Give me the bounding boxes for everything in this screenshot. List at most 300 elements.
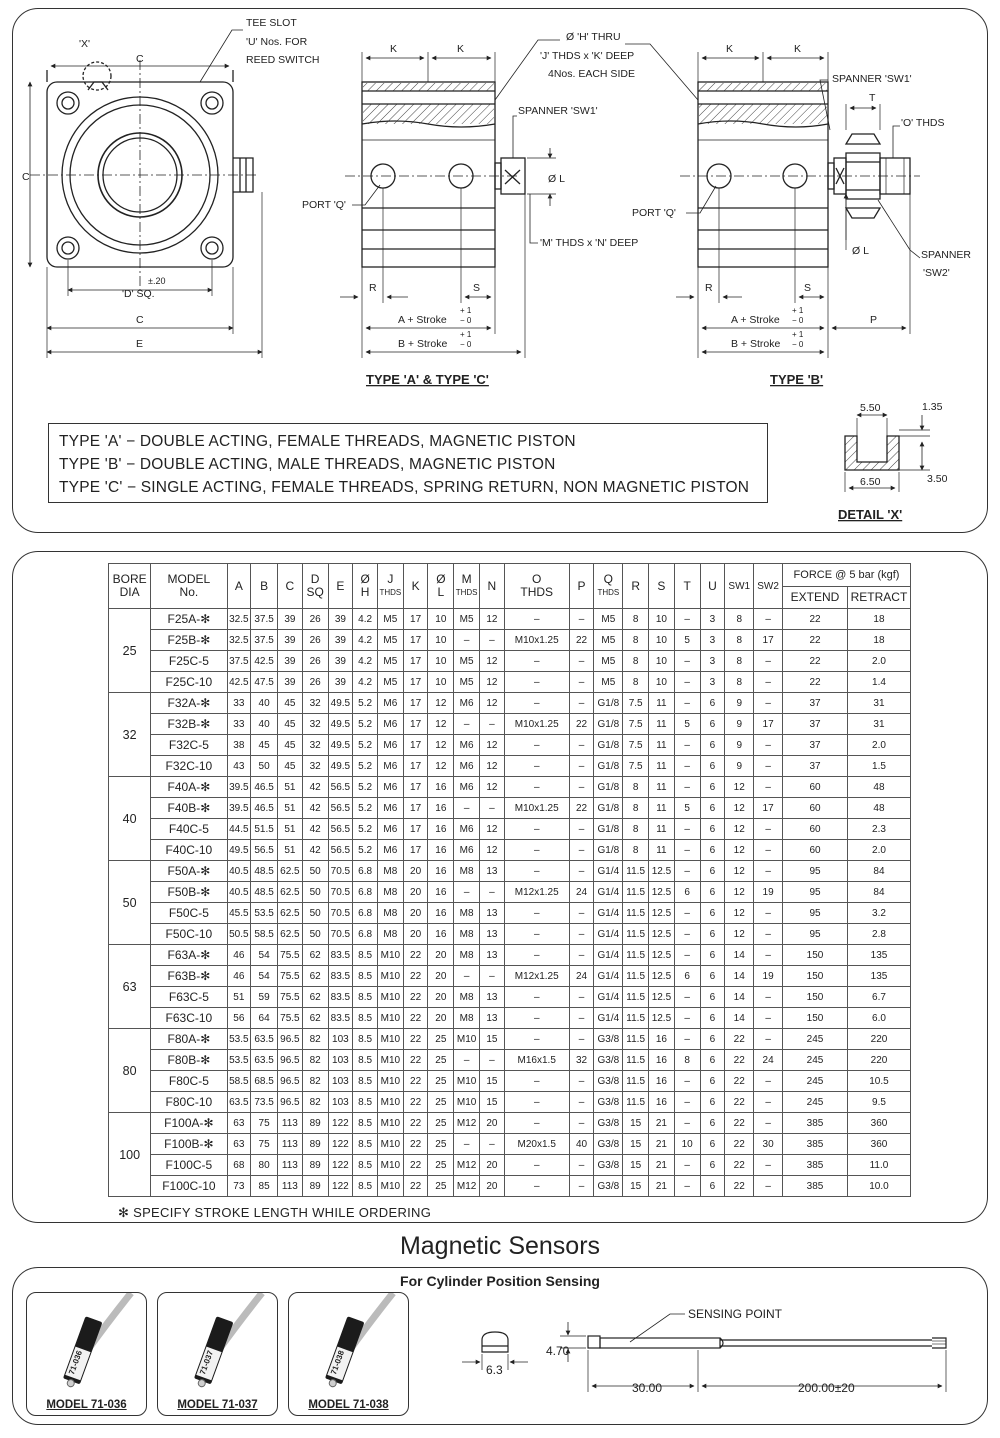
value-cell: 360 (847, 1113, 910, 1134)
value-cell: – (454, 1050, 480, 1071)
value-cell: 5.2 (353, 714, 378, 735)
value-cell: 42 (302, 777, 328, 798)
value-cell: 6 (674, 966, 700, 987)
value-cell: 17 (403, 672, 428, 693)
value-cell: 22 (783, 609, 848, 630)
header-r: R (623, 564, 649, 609)
value-cell: 21 (649, 1113, 675, 1134)
value-cell: 150 (783, 966, 848, 987)
value-cell: 20 (428, 987, 454, 1008)
b-tol-plus-b: + 1 (792, 330, 804, 339)
value-cell: – (754, 861, 783, 882)
value-cell: G1/4 (594, 882, 623, 903)
value-cell: – (454, 966, 480, 987)
value-cell: 37.5 (251, 609, 278, 630)
bore-cell: 80 (109, 1029, 151, 1113)
value-cell: 8 (623, 630, 649, 651)
value-cell: 8 (623, 840, 649, 861)
value-cell: M6 (377, 756, 403, 777)
value-cell: 103 (328, 1050, 353, 1071)
value-cell: 6 (700, 1071, 725, 1092)
value-cell: 82 (302, 1050, 328, 1071)
value-cell: 42 (302, 798, 328, 819)
value-cell: M5 (594, 672, 623, 693)
value-cell: 63.5 (227, 1092, 251, 1113)
value-cell: 49.5 (227, 840, 251, 861)
value-cell: M12 (454, 1176, 480, 1197)
value-cell: M6 (454, 756, 480, 777)
value-cell: 39 (278, 609, 303, 630)
value-cell: 40 (251, 714, 278, 735)
value-cell: 60 (783, 840, 848, 861)
value-cell: 5.2 (353, 756, 378, 777)
value-cell: – (674, 861, 700, 882)
value-cell: 11.5 (623, 1050, 649, 1071)
value-cell: – (754, 1176, 783, 1197)
value-cell: 39 (328, 651, 353, 672)
value-cell: 53.5 (251, 903, 278, 924)
table-row (109, 903, 911, 924)
value-cell: 25 (428, 1155, 454, 1176)
value-cell: – (674, 924, 700, 945)
value-cell: 22 (403, 1113, 428, 1134)
value-cell: 8 (623, 798, 649, 819)
dim-c-top: C (136, 53, 144, 65)
value-cell: 6 (700, 840, 725, 861)
value-cell: 32.5 (227, 630, 251, 651)
value-cell: 11 (649, 798, 675, 819)
value-cell: 7.5 (623, 714, 649, 735)
value-cell: – (569, 924, 594, 945)
value-cell: 62 (302, 1008, 328, 1029)
value-cell: M6 (377, 693, 403, 714)
value-cell: 19 (754, 966, 783, 987)
value-cell: 13 (480, 945, 505, 966)
dim-r-ac: R (369, 282, 377, 294)
value-cell: 9 (725, 756, 754, 777)
value-cell: 6 (700, 1008, 725, 1029)
value-cell: 39.5 (227, 777, 251, 798)
value-cell: 49.5 (328, 735, 353, 756)
value-cell: 96.5 (278, 1029, 303, 1050)
header-j: J THDS (377, 564, 403, 609)
value-cell: M5 (594, 609, 623, 630)
bore-cell: 25 (109, 609, 151, 693)
value-cell: – (504, 735, 569, 756)
value-cell: 8 (725, 609, 754, 630)
value-cell: 6 (700, 777, 725, 798)
value-cell: 6 (700, 903, 725, 924)
value-cell: – (674, 672, 700, 693)
value-cell: 39 (278, 672, 303, 693)
value-cell: M6 (454, 735, 480, 756)
value-cell: 89 (302, 1176, 328, 1197)
sensor-card-71-036[interactable] (26, 1292, 147, 1416)
value-cell: 11.5 (623, 903, 649, 924)
value-cell: – (674, 903, 700, 924)
value-cell: 17 (403, 777, 428, 798)
sensor-code-71-036: 71-036 (67, 1349, 85, 1376)
header-sw2: SW2 (754, 564, 783, 609)
value-cell: 5.2 (353, 777, 378, 798)
value-cell: – (504, 777, 569, 798)
value-cell: 15 (480, 1029, 505, 1050)
value-cell: 20 (480, 1155, 505, 1176)
value-cell: – (569, 861, 594, 882)
value-cell: M10 (377, 1176, 403, 1197)
value-cell: 89 (302, 1134, 328, 1155)
value-cell: – (504, 1071, 569, 1092)
value-cell: 22 (725, 1176, 754, 1197)
sensor-photo-71-038 (289, 1293, 409, 1393)
value-cell: 2.0 (847, 735, 910, 756)
table-row (109, 693, 911, 714)
value-cell: 10 (428, 672, 454, 693)
dim-k-1: K (390, 43, 398, 55)
table-row (109, 672, 911, 693)
value-cell: – (454, 1134, 480, 1155)
value-cell: 8.5 (353, 1008, 378, 1029)
value-cell: 82 (302, 1092, 328, 1113)
value-cell: 17 (403, 630, 428, 651)
value-cell: 10 (649, 609, 675, 630)
model-cell: F25A-✻ (151, 609, 227, 630)
value-cell: 8 (623, 672, 649, 693)
value-cell: 12.5 (649, 903, 675, 924)
value-cell: 16 (428, 861, 454, 882)
table-row (109, 924, 911, 945)
value-cell: 6 (700, 861, 725, 882)
value-cell: M8 (377, 861, 403, 882)
value-cell: 59 (251, 987, 278, 1008)
value-cell: 80 (251, 1155, 278, 1176)
value-cell: 12 (725, 882, 754, 903)
value-cell: M6 (377, 819, 403, 840)
value-cell: 14 (725, 966, 754, 987)
value-cell: 5.2 (353, 798, 378, 819)
value-cell: 21 (649, 1134, 675, 1155)
value-cell: 11 (649, 714, 675, 735)
value-cell: 60 (783, 819, 848, 840)
value-cell: – (674, 1155, 700, 1176)
sensor-card-71-038[interactable] (288, 1292, 409, 1416)
value-cell: M20x1.5 (504, 1134, 569, 1155)
value-cell: 12 (725, 798, 754, 819)
value-cell: 12.5 (649, 1008, 675, 1029)
table-row (109, 756, 911, 777)
value-cell: 33 (227, 714, 251, 735)
value-cell: – (504, 819, 569, 840)
value-cell: 8 (623, 609, 649, 630)
each-side-label: 4Nos. EACH SIDE (548, 68, 635, 80)
value-cell: 7.5 (623, 693, 649, 714)
value-cell: – (569, 1008, 594, 1029)
value-cell: M8 (377, 882, 403, 903)
a-tol-minus-ac: − 0 (460, 316, 472, 325)
value-cell: – (754, 1092, 783, 1113)
value-cell: 62.5 (278, 861, 303, 882)
value-cell: – (504, 693, 569, 714)
j-thds-label: 'J' THDS x 'K' DEEP (540, 50, 635, 62)
value-cell: – (754, 819, 783, 840)
value-cell: 70.5 (328, 924, 353, 945)
value-cell: 31 (847, 714, 910, 735)
value-cell: 25 (428, 1050, 454, 1071)
value-cell: – (754, 1113, 783, 1134)
value-cell: 5 (674, 714, 700, 735)
value-cell: 11.5 (623, 1071, 649, 1092)
value-cell: M16x1.5 (504, 1050, 569, 1071)
value-cell: M10 (454, 1092, 480, 1113)
value-cell: M6 (377, 714, 403, 735)
value-cell: 10 (428, 609, 454, 630)
value-cell: 150 (783, 1008, 848, 1029)
value-cell: 22 (403, 1008, 428, 1029)
model-cell: F80C-5 (151, 1071, 227, 1092)
value-cell: 15 (480, 1092, 505, 1113)
table-row (109, 819, 911, 840)
value-cell: 12 (725, 819, 754, 840)
type-c-desc: TYPE 'C' − SINGLE ACTING, FEMALE THREADS, SPRING RETURN, NON MAGNETIC PISTON (59, 479, 750, 496)
value-cell: 22 (725, 1050, 754, 1071)
value-cell: 11 (649, 756, 675, 777)
dim-e: E (136, 338, 144, 350)
value-cell: 32 (302, 714, 328, 735)
value-cell: 20 (403, 861, 428, 882)
value-cell: 42.5 (251, 651, 278, 672)
value-cell: 50.5 (227, 924, 251, 945)
value-cell: 360 (847, 1134, 910, 1155)
value-cell: – (674, 735, 700, 756)
value-cell: – (569, 1155, 594, 1176)
detail-x-profile (845, 415, 930, 492)
value-cell: 12 (480, 756, 505, 777)
sensor-card-71-037[interactable] (157, 1292, 278, 1416)
dim-k-4: K (794, 43, 802, 55)
value-cell: 9 (725, 714, 754, 735)
port-q-b: PORT 'Q' (632, 207, 676, 219)
type-legend (48, 423, 768, 503)
dim-t: T (869, 92, 876, 104)
value-cell: 10 (428, 651, 454, 672)
value-cell: 8 (725, 672, 754, 693)
value-cell: – (754, 1071, 783, 1092)
value-cell: 73 (227, 1176, 251, 1197)
value-cell: M6 (454, 819, 480, 840)
value-cell: 1.4 (847, 672, 910, 693)
value-cell: 17 (754, 798, 783, 819)
detail-w1: 5.50 (860, 402, 881, 414)
value-cell: M10 (377, 945, 403, 966)
table-row (109, 1008, 911, 1029)
value-cell: 89 (302, 1155, 328, 1176)
value-cell: 16 (428, 903, 454, 924)
value-cell: 22 (569, 630, 594, 651)
value-cell: 12 (725, 924, 754, 945)
value-cell: 75 (251, 1113, 278, 1134)
value-cell: G1/8 (594, 819, 623, 840)
header-q: Q THDS (594, 564, 623, 609)
value-cell: 12 (480, 609, 505, 630)
value-cell: 20 (480, 1113, 505, 1134)
value-cell: M10 (454, 1071, 480, 1092)
value-cell: – (454, 798, 480, 819)
value-cell: – (504, 609, 569, 630)
table-row (109, 714, 911, 735)
tee-slot-label-2: 'U' Nos. FOR (246, 36, 308, 48)
value-cell: 15 (623, 1176, 649, 1197)
value-cell: – (480, 798, 505, 819)
value-cell: 6 (700, 924, 725, 945)
value-cell: – (504, 945, 569, 966)
value-cell: 245 (783, 1092, 848, 1113)
value-cell: M12x1.25 (504, 882, 569, 903)
value-cell: 122 (328, 1155, 353, 1176)
type-b-desc: TYPE 'B' − DOUBLE ACTING, MALE THREADS, MAGNETIC PISTON (59, 456, 556, 473)
value-cell: 17 (754, 630, 783, 651)
value-cell: M10 (377, 1155, 403, 1176)
value-cell: 18 (847, 609, 910, 630)
a-tol-plus-b: + 1 (792, 306, 804, 315)
value-cell: 12.5 (649, 861, 675, 882)
dim-s-b: S (804, 282, 812, 294)
dim-s-ac: S (473, 282, 481, 294)
header-force: FORCE @ 5 bar (kgf) (783, 564, 911, 587)
sensor-photo-71-037 (158, 1293, 278, 1393)
header-model: MODEL No. (151, 564, 227, 609)
value-cell: 385 (783, 1134, 848, 1155)
value-cell: M6 (454, 693, 480, 714)
value-cell: 26 (302, 672, 328, 693)
type-a-desc: TYPE 'A' − DOUBLE ACTING, FEMALE THREADS, MAGNETIC PISTON (59, 433, 576, 450)
value-cell: – (569, 672, 594, 693)
value-cell: 50 (251, 756, 278, 777)
value-cell: 10.5 (847, 1071, 910, 1092)
value-cell: 75 (251, 1134, 278, 1155)
value-cell: 22 (403, 1134, 428, 1155)
header-c: C (278, 564, 303, 609)
spanner-sw2-line2: 'SW2' (923, 267, 950, 279)
value-cell: 13 (480, 924, 505, 945)
value-cell: 46.5 (251, 777, 278, 798)
value-cell: 20 (403, 882, 428, 903)
value-cell: 63 (227, 1113, 251, 1134)
value-cell: M6 (377, 735, 403, 756)
value-cell: 6 (700, 756, 725, 777)
table-row (109, 1092, 911, 1113)
value-cell: 33 (227, 693, 251, 714)
value-cell: 47.5 (251, 672, 278, 693)
value-cell: 37 (783, 714, 848, 735)
value-cell: 68.5 (251, 1071, 278, 1092)
value-cell: – (754, 945, 783, 966)
value-cell: M10 (377, 1050, 403, 1071)
value-cell: 12 (725, 861, 754, 882)
value-cell: 7.5 (623, 756, 649, 777)
value-cell: 220 (847, 1029, 910, 1050)
value-cell: 22 (725, 1155, 754, 1176)
value-cell: 60 (783, 798, 848, 819)
value-cell: 113 (278, 1134, 303, 1155)
value-cell: 25 (428, 1071, 454, 1092)
value-cell: 12.5 (649, 945, 675, 966)
value-cell: 5 (674, 798, 700, 819)
value-cell: 84 (847, 882, 910, 903)
value-cell: M5 (377, 609, 403, 630)
h-thru-label: Ø 'H' THRU (566, 31, 621, 43)
model-cell: F40C-10 (151, 840, 227, 861)
value-cell: G1/8 (594, 756, 623, 777)
value-cell: 31 (847, 693, 910, 714)
value-cell: M8 (454, 861, 480, 882)
value-cell: 21 (649, 1176, 675, 1197)
detail-x-title: DETAIL 'X' (838, 507, 903, 522)
value-cell: 103 (328, 1029, 353, 1050)
value-cell: 68 (227, 1155, 251, 1176)
value-cell: G3/8 (594, 1092, 623, 1113)
value-cell: 113 (278, 1155, 303, 1176)
value-cell: 40 (251, 693, 278, 714)
value-cell: – (674, 693, 700, 714)
value-cell: 50 (302, 861, 328, 882)
value-cell: 95 (783, 861, 848, 882)
value-cell: 6.8 (353, 903, 378, 924)
table-row (109, 630, 911, 651)
value-cell: 22 (403, 966, 428, 987)
value-cell: 11.0 (847, 1155, 910, 1176)
side-view-b (625, 44, 920, 358)
value-cell: – (674, 756, 700, 777)
b-tol-minus-b: − 0 (792, 340, 804, 349)
value-cell: 49.5 (328, 714, 353, 735)
value-cell: 12.5 (649, 966, 675, 987)
value-cell: 17 (754, 714, 783, 735)
value-cell: 26 (302, 630, 328, 651)
value-cell: 62 (302, 945, 328, 966)
model-cell: F40C-5 (151, 819, 227, 840)
dim-c-left: C (22, 171, 30, 183)
value-cell: 40.5 (227, 861, 251, 882)
value-cell: 10 (649, 630, 675, 651)
value-cell: M6 (377, 798, 403, 819)
value-cell: 22 (725, 1134, 754, 1155)
value-cell: 11.5 (623, 861, 649, 882)
value-cell: 245 (783, 1071, 848, 1092)
value-cell: – (674, 1008, 700, 1029)
value-cell: – (569, 1071, 594, 1092)
value-cell: 3 (700, 672, 725, 693)
value-cell: 63.5 (251, 1029, 278, 1050)
value-cell: – (674, 651, 700, 672)
value-cell: – (504, 924, 569, 945)
side-view-ac (340, 40, 560, 358)
tee-slot-label-3: REED SWITCH (246, 54, 320, 66)
value-cell: 39 (328, 609, 353, 630)
value-cell: M10 (377, 1071, 403, 1092)
header-a: A (227, 564, 251, 609)
detail-h1: 3.50 (927, 473, 948, 485)
value-cell: 22 (403, 1029, 428, 1050)
value-cell: 50 (302, 924, 328, 945)
model-cell: F100C-5 (151, 1155, 227, 1176)
value-cell: 9 (725, 693, 754, 714)
table-row (109, 882, 911, 903)
value-cell: – (674, 609, 700, 630)
value-cell: M10x1.25 (504, 630, 569, 651)
value-cell: 25 (428, 1113, 454, 1134)
value-cell: 17 (403, 651, 428, 672)
value-cell: 8.5 (353, 945, 378, 966)
